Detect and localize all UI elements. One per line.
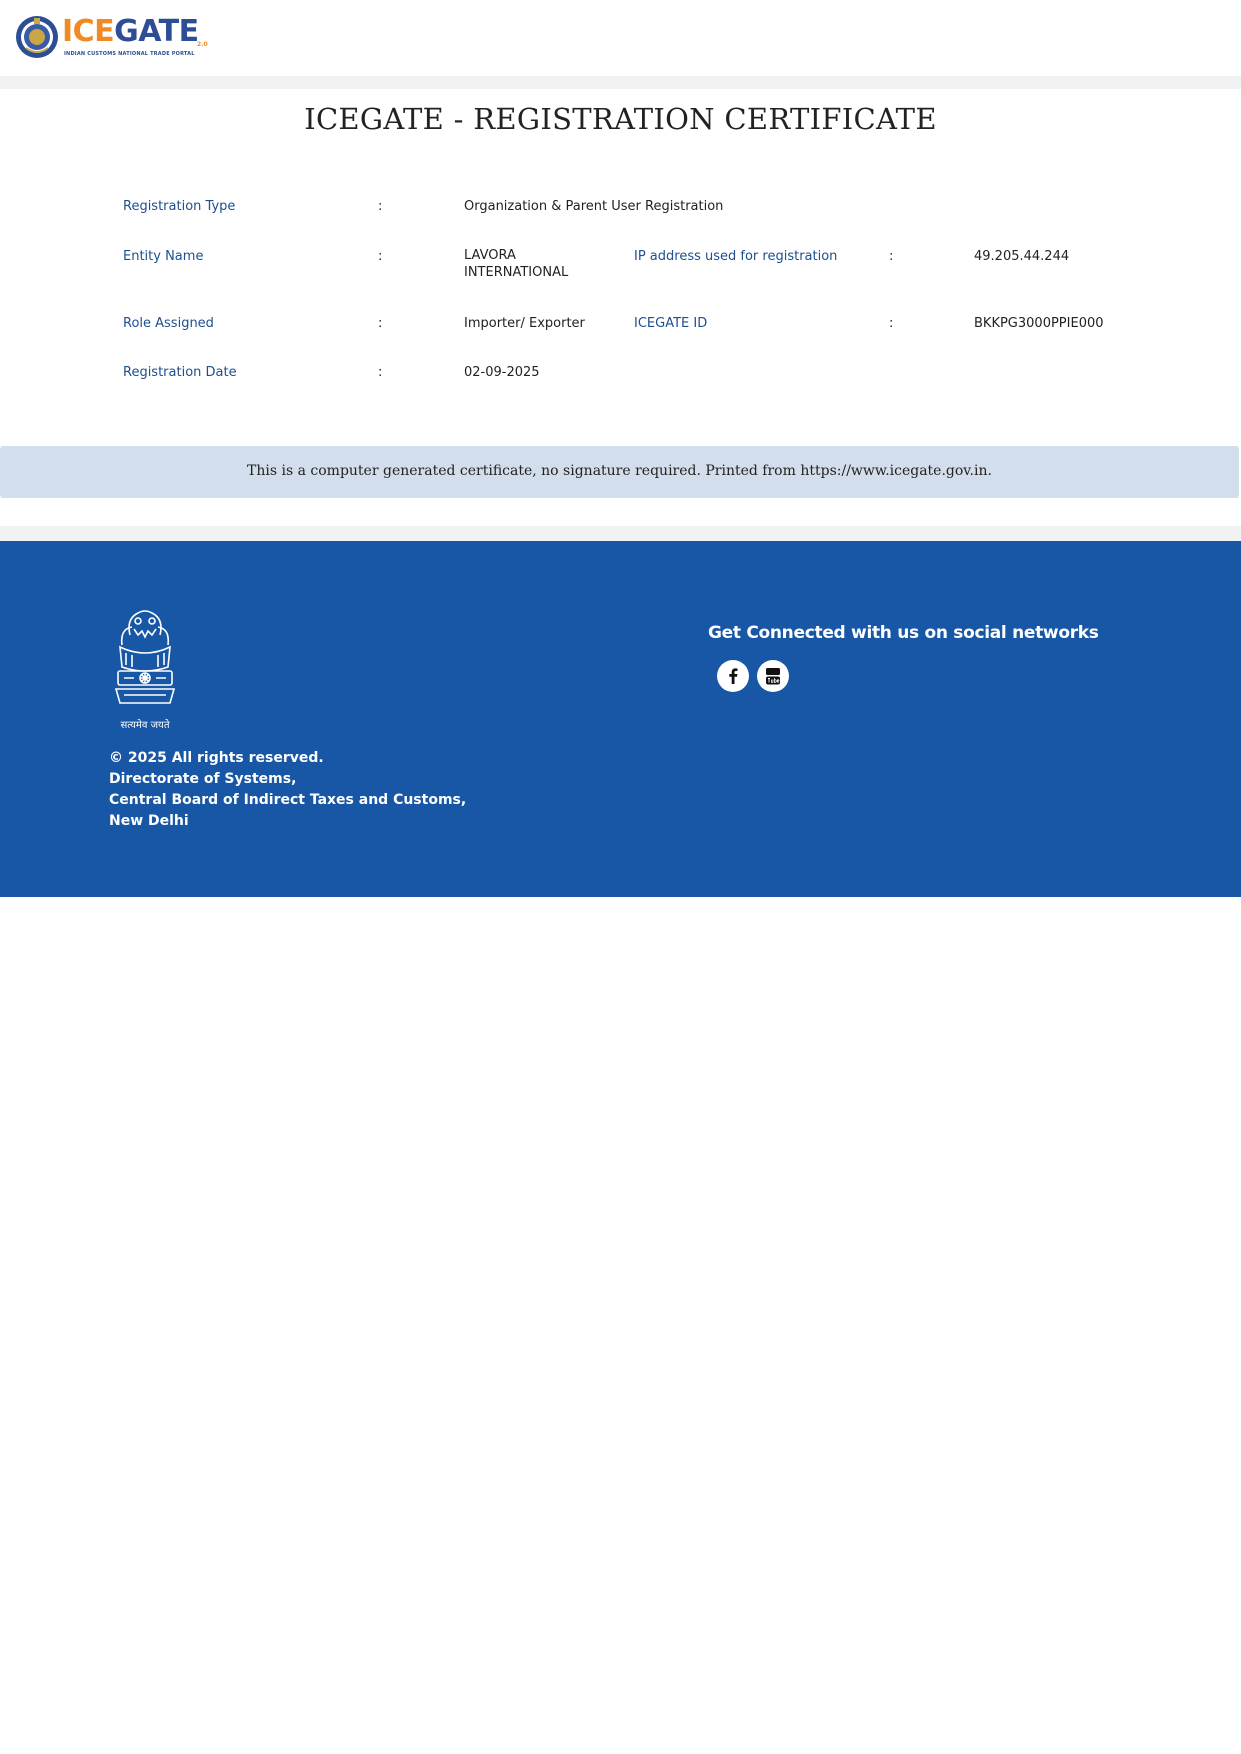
icegate-logo[interactable] (14, 14, 208, 62)
national-emblem-icon (108, 605, 182, 715)
page-title: ICEGATE - REGISTRATION CERTIFICATE (304, 102, 937, 136)
separator: : (889, 316, 894, 331)
logo-tagline: INDIAN CUSTOMS NATIONAL TRADE PORTAL (64, 51, 195, 57)
facebook-icon (717, 660, 749, 692)
registration-type-label: Registration Type (123, 199, 236, 214)
page-header (0, 0, 1241, 76)
social-heading: Get Connected with us on social networks (708, 623, 1099, 643)
ip-address-label: IP address used for registration (634, 249, 838, 264)
page-footer (0, 541, 1241, 897)
separator: : (378, 316, 383, 331)
ip-address-value: 49.205.44.244 (974, 249, 1070, 264)
logo-version: 2.0 (197, 41, 208, 48)
youtube-icon (757, 660, 789, 692)
emblem-caption: सत्यमेव जयते (120, 720, 170, 731)
icegate-id-value: BKKPG3000PPIE000 (974, 316, 1104, 331)
youtube-button[interactable] (757, 660, 789, 692)
role-assigned-value: Importer/ Exporter (464, 316, 585, 331)
address-line: New Delhi (109, 813, 189, 829)
entity-name-value (464, 247, 568, 281)
separator: : (378, 365, 383, 380)
customs-emblem-icon (14, 14, 60, 60)
copyright-text: © 2025 All rights reserved. (109, 750, 324, 766)
icegate-id-label: ICEGATE ID (634, 316, 708, 331)
footer-address (109, 748, 466, 832)
entity-name-label: Entity Name (123, 249, 204, 264)
top-divider-band (0, 76, 1241, 89)
facebook-button[interactable] (717, 660, 749, 692)
separator: : (378, 249, 383, 264)
certificate-note-text: This is a computer generated certificate, no signature required. Printed from https://www.icegate.gov.in. (247, 463, 992, 479)
entity-name-line2: INTERNATIONAL (464, 265, 569, 280)
entity-name-line1: LAVORA (464, 248, 516, 263)
role-assigned-label: Role Assigned (123, 316, 214, 331)
logo-wordmark: ICEGATE (62, 14, 199, 49)
registration-date-label: Registration Date (123, 365, 237, 380)
certificate-note-bar (0, 446, 1239, 498)
footer-divider-band (0, 526, 1241, 541)
registration-type-value: Organization & Parent User Registration (464, 199, 724, 214)
address-line: Directorate of Systems, (109, 771, 297, 787)
registration-date-value: 02-09-2025 (464, 365, 540, 380)
address-line: Central Board of Indirect Taxes and Customs, (109, 792, 467, 808)
separator: : (889, 249, 894, 264)
separator: : (378, 199, 383, 214)
